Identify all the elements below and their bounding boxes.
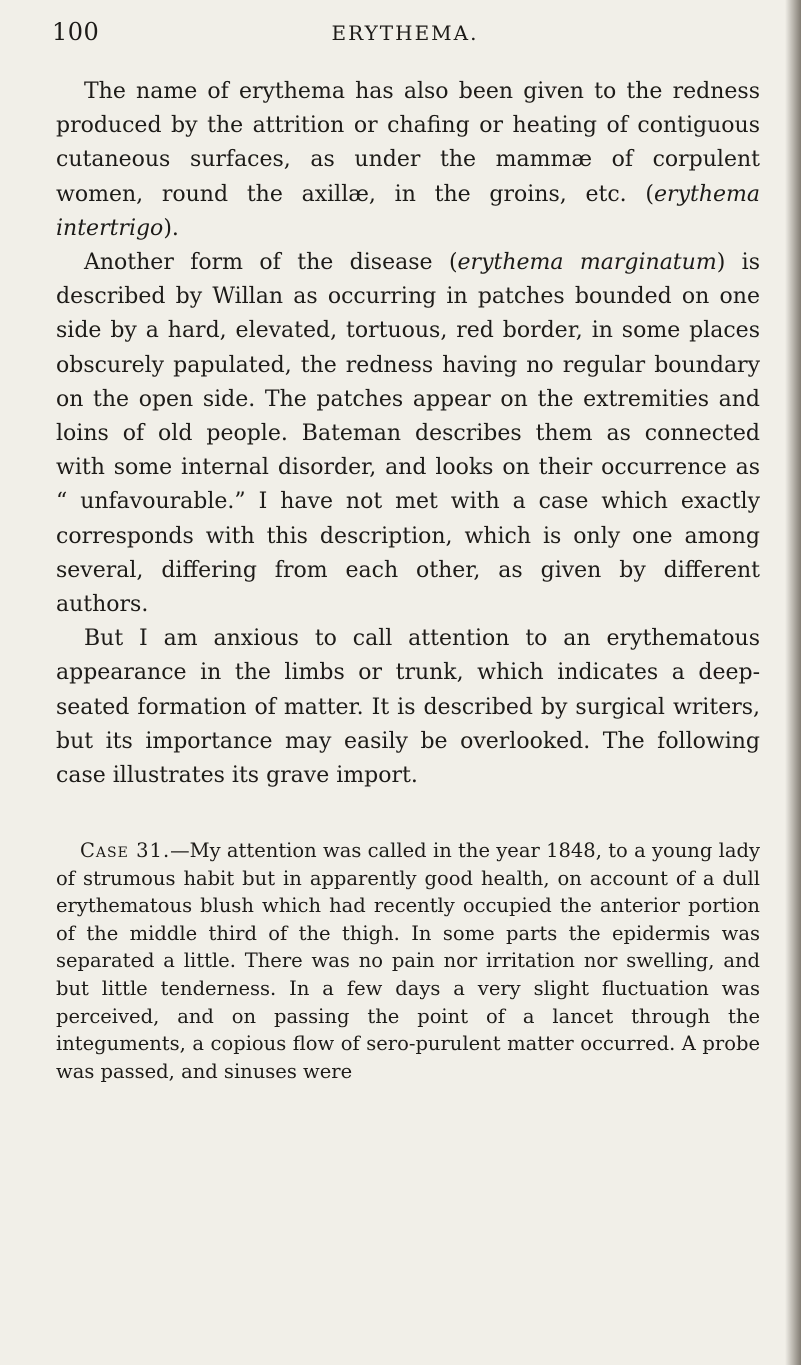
main-text: [56, 75, 760, 793]
italic-term: erythema marginatum: [457, 250, 717, 276]
page-number: 100: [52, 18, 100, 46]
paragraph-erythema-intertrigo: [56, 75, 760, 246]
case-text: —My attention was called in the year 1848, to a young lady of strumous habit but in apparently good health, on account of a dull erythematous blush which had recently occupied the anterior portion of the middle third of the thigh. In some parts the epidermis was separated a little. There was no pain nor irritation nor swelling, and but little tenderness. In a few days a very slight fluctuation was perceived, and on passing the point of a lancet through the integuments, a copious flow of sero-purulent matter occurred. A probe was passed, and sinuses were: [56, 839, 760, 1083]
paragraph-text: The name of erythema has also been given to the redness produced by the attrition or chafing or heating of contiguous cutaneous surfaces, as under the mammæ of corpulent women, round the axillæ, in the groins, etc. (: [56, 79, 760, 207]
paragraph-deep-seated-matter: [56, 622, 760, 793]
paragraph-text: Another form of the disease (: [84, 250, 458, 276]
paragraph-erythema-marginatum: [56, 246, 760, 622]
paragraph-text: But I am anxious to call attention to an erythematous appearance in the limbs or trunk, which indicates a deep-seated formation of matter. It is described by surgical writers, but its importance may easily be overlooked. The following case illustrates its grave import.: [56, 626, 760, 789]
case-report: [56, 837, 760, 1085]
paragraph-text: ) is described by Willan as occurring in patches bounded on one side by a hard, elevated, tortuous, red border, in some places obscurely papulated, the redness having no regular boundary on the open side. The patches appear on the extremities and loins of old people. Bateman describes them as connected with some internal disorder, and looks on their occurrence as “ unfavourable.” I have not met with a case which exactly corresponds with this description, which is only one among several, differing from each other, as given by different authors.: [56, 250, 761, 618]
case-label: Case 31.: [80, 839, 171, 862]
italic-term: erythema intertrigo: [56, 181, 760, 241]
running-head: ERYTHEMA.: [331, 21, 479, 45]
page-header: [52, 18, 758, 48]
page-edge-shadow: [785, 0, 801, 1365]
case-paragraph: [56, 837, 760, 1085]
paragraph-text: ).: [163, 215, 179, 241]
